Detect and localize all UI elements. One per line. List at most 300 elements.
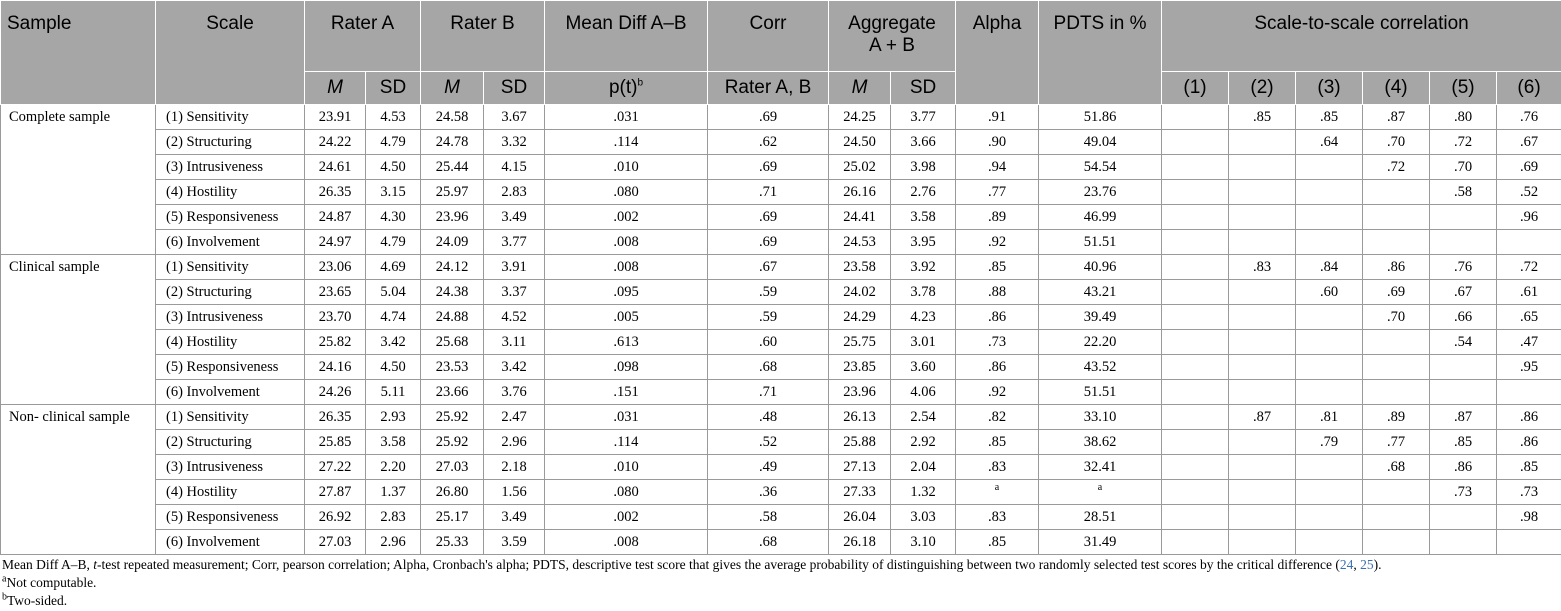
cell-rater-a-sd: 5.11: [366, 380, 421, 405]
cell-rater-b-sd: 3.59: [484, 530, 545, 555]
cell-corr-2: [1229, 330, 1296, 355]
header-p-t-footnote-mark: b: [637, 77, 644, 89]
cell-rater-b-sd: 1.56: [484, 480, 545, 505]
cell-rater-a-m: 23.70: [305, 305, 366, 330]
cell-rater-b-m: 24.12: [421, 255, 484, 280]
header-pdts: PDTS in %: [1039, 1, 1162, 105]
cell-corr-1: [1162, 305, 1229, 330]
cell-rater-a-m: 25.82: [305, 330, 366, 355]
cell-pdts: 49.04: [1039, 130, 1162, 155]
cell-corr-6: .95: [1497, 355, 1561, 380]
cell-aggregate-m: 27.33: [829, 480, 891, 505]
cell-aggregate-m: 24.29: [829, 305, 891, 330]
table-header: [1, 1, 1561, 105]
cell-rater-b-m: 25.97: [421, 180, 484, 205]
cell-rater-a-sd: 2.83: [366, 505, 421, 530]
cell-aggregate-m: 26.13: [829, 405, 891, 430]
table-body: [1, 105, 1561, 555]
cell-corr-5: [1430, 355, 1497, 380]
cell-rater-b-m: 23.66: [421, 380, 484, 405]
cell-rater-a-m: 26.35: [305, 180, 366, 205]
cell-rater-a-sd: 4.50: [366, 355, 421, 380]
cell-corr-ab: .71: [708, 380, 829, 405]
cell-alpha: .77: [956, 180, 1039, 205]
cell-corr-3: [1296, 480, 1363, 505]
cell-corr-5: .58: [1430, 180, 1497, 205]
cell-aggregate-sd: 3.77: [891, 105, 956, 130]
cell-corr-1: [1162, 480, 1229, 505]
cell-corr-3: [1296, 230, 1363, 255]
cell-corr-3: [1296, 355, 1363, 380]
cell-corr-1: [1162, 230, 1229, 255]
cell-corr-4: [1363, 180, 1430, 205]
table-notes: [2, 556, 1557, 610]
cell-scale: (2) Structuring: [156, 430, 305, 455]
sample-group-label: Clinical sample: [1, 255, 156, 405]
cell-aggregate-sd: 2.04: [891, 455, 956, 480]
cell-rater-a-m: 24.61: [305, 155, 366, 180]
reference-link[interactable]: 25: [1360, 557, 1374, 572]
cell-corr-6: .69: [1497, 155, 1561, 180]
cell-corr-4: [1363, 205, 1430, 230]
header-corr-col-3: (3): [1296, 72, 1363, 105]
cell-alpha: .86: [956, 355, 1039, 380]
header-aggregate-line1: Aggregate: [848, 13, 936, 34]
cell-scale: (5) Responsiveness: [156, 205, 305, 230]
cell-corr-1: [1162, 505, 1229, 530]
cell-corr-3: .85: [1296, 105, 1363, 130]
cell-rater-b-m: 23.53: [421, 355, 484, 380]
cell-rater-b-sd: 3.76: [484, 380, 545, 405]
cell-corr-4: [1363, 330, 1430, 355]
cell-rater-a-m: 24.26: [305, 380, 366, 405]
cell-rater-b-sd: 3.49: [484, 505, 545, 530]
cell-corr-2: [1229, 530, 1296, 555]
header-rater-a-sd: SD: [366, 72, 421, 105]
cell-corr-1: [1162, 380, 1229, 405]
cell-scale: (6) Involvement: [156, 230, 305, 255]
cell-pdts: 23.76: [1039, 180, 1162, 205]
cell-corr-2: .87: [1229, 405, 1296, 430]
cell-rater-a-m: 26.35: [305, 405, 366, 430]
cell-corr-2: [1229, 130, 1296, 155]
footnote-mark-a: a: [2, 573, 7, 585]
header-rater-a: Rater A: [305, 1, 421, 72]
cell-corr-4: [1363, 355, 1430, 380]
cell-aggregate-sd: 3.92: [891, 255, 956, 280]
cell-corr-5: .70: [1430, 155, 1497, 180]
cell-aggregate-sd: 2.92: [891, 430, 956, 455]
cell-corr-5: .87: [1430, 405, 1497, 430]
cell-rater-b-sd: 3.37: [484, 280, 545, 305]
cell-corr-6: .72: [1497, 255, 1561, 280]
cell-corr-4: [1363, 505, 1430, 530]
table-row: [1, 330, 1561, 355]
cell-scale: (1) Sensitivity: [156, 105, 305, 130]
cell-aggregate-sd: 4.23: [891, 305, 956, 330]
cell-pdts: 32.41: [1039, 455, 1162, 480]
cell-alpha: .85: [956, 530, 1039, 555]
header-aggregate-line2: A + B: [869, 35, 915, 56]
cell-corr-5: .85: [1430, 430, 1497, 455]
header-corr-col-1: (1): [1162, 72, 1229, 105]
cell-rater-b-sd: 3.77: [484, 230, 545, 255]
cell-rater-a-sd: 4.50: [366, 155, 421, 180]
footnote-mark-b: b: [2, 591, 7, 603]
cell-alpha: .85: [956, 430, 1039, 455]
cell-corr-5: [1430, 530, 1497, 555]
header-scale: Scale: [156, 1, 305, 105]
header-rater-a-m: M: [305, 72, 366, 105]
header-aggregate: [829, 1, 956, 72]
cell-rater-a-sd: 1.37: [366, 480, 421, 505]
cell-corr-5: .66: [1430, 305, 1497, 330]
table-row: [1, 355, 1561, 380]
cell-alpha: [956, 480, 1039, 505]
cell-corr-2: [1229, 455, 1296, 480]
table-row: [1, 230, 1561, 255]
cell-aggregate-sd: 3.10: [891, 530, 956, 555]
table-row: [1, 380, 1561, 405]
cell-corr-5: .80: [1430, 105, 1497, 130]
cell-corr-5: [1430, 230, 1497, 255]
cell-rater-a-m: 27.03: [305, 530, 366, 555]
cell-p-value: .080: [545, 180, 708, 205]
cell-pdts: 31.49: [1039, 530, 1162, 555]
cell-corr-4: .87: [1363, 105, 1430, 130]
cell-corr-4: .89: [1363, 405, 1430, 430]
cell-scale: (2) Structuring: [156, 280, 305, 305]
cell-corr-ab: .36: [708, 480, 829, 505]
cell-corr-3: .79: [1296, 430, 1363, 455]
cell-pdts: 38.62: [1039, 430, 1162, 455]
cell-alpha: .92: [956, 380, 1039, 405]
cell-scale: (1) Sensitivity: [156, 405, 305, 430]
cell-rater-a-sd: 3.15: [366, 180, 421, 205]
cell-alpha: .92: [956, 230, 1039, 255]
header-rater-ab: Rater A, B: [708, 72, 829, 105]
cell-rater-b-m: 24.38: [421, 280, 484, 305]
cell-corr-2: .83: [1229, 255, 1296, 280]
cell-pdts: 40.96: [1039, 255, 1162, 280]
cell-corr-6: [1497, 380, 1561, 405]
cell-rater-b-sd: 2.18: [484, 455, 545, 480]
cell-corr-5: .54: [1430, 330, 1497, 355]
cell-corr-6: .96: [1497, 205, 1561, 230]
cell-alpha: .73: [956, 330, 1039, 355]
cell-aggregate-m: 24.25: [829, 105, 891, 130]
cell-corr-1: [1162, 155, 1229, 180]
cell-corr-2: [1229, 380, 1296, 405]
cell-aggregate-m: 25.02: [829, 155, 891, 180]
cell-corr-ab: .69: [708, 230, 829, 255]
reference-link[interactable]: 24: [1339, 557, 1354, 572]
cell-p-value: .613: [545, 330, 708, 355]
cell-alpha: .91: [956, 105, 1039, 130]
cell-alpha: .88: [956, 280, 1039, 305]
cell-rater-a-m: 25.85: [305, 430, 366, 455]
cell-corr-ab: .58: [708, 505, 829, 530]
cell-corr-6: .47: [1497, 330, 1561, 355]
cell-corr-4: [1363, 480, 1430, 505]
sample-group-label: Non- clinical sample: [1, 405, 156, 555]
table-row: [1, 180, 1561, 205]
cell-p-value: .008: [545, 255, 708, 280]
cell-corr-3: [1296, 505, 1363, 530]
table-row: [1, 130, 1561, 155]
cell-corr-ab: .71: [708, 180, 829, 205]
cell-aggregate-m: 24.53: [829, 230, 891, 255]
header-p-t-text: p(t): [608, 77, 638, 98]
cell-scale: (3) Intrusiveness: [156, 155, 305, 180]
cell-corr-ab: .69: [708, 155, 829, 180]
cell-aggregate-m: 26.16: [829, 180, 891, 205]
cell-corr-6: .61: [1497, 280, 1561, 305]
header-p-t: [545, 72, 708, 105]
cell-corr-3: .84: [1296, 255, 1363, 280]
cell-corr-1: [1162, 130, 1229, 155]
cell-corr-1: [1162, 405, 1229, 430]
cell-p-value: .151: [545, 380, 708, 405]
cell-corr-5: .73: [1430, 480, 1497, 505]
cell-rater-b-m: 26.80: [421, 480, 484, 505]
cell-corr-ab: .48: [708, 405, 829, 430]
header-corr-col-6: (6): [1497, 72, 1561, 105]
cell-p-value: .095: [545, 280, 708, 305]
header-corr: Corr: [708, 1, 829, 72]
cell-rater-b-sd: 2.47: [484, 405, 545, 430]
cell-corr-4: [1363, 380, 1430, 405]
cell-rater-a-sd: 3.58: [366, 430, 421, 455]
cell-corr-2: [1229, 230, 1296, 255]
cell-corr-4: .86: [1363, 255, 1430, 280]
cell-rater-a-m: 23.91: [305, 105, 366, 130]
cell-rater-a-sd: 4.69: [366, 255, 421, 280]
cell-aggregate-sd: 1.32: [891, 480, 956, 505]
cell-rater-b-m: 25.44: [421, 155, 484, 180]
cell-pdts: 28.51: [1039, 505, 1162, 530]
cell-aggregate-sd: 3.60: [891, 355, 956, 380]
cell-aggregate-m: 27.13: [829, 455, 891, 480]
cell-aggregate-sd: 2.76: [891, 180, 956, 205]
cell-alpha: .85: [956, 255, 1039, 280]
cell-rater-b-m: 24.58: [421, 105, 484, 130]
cell-rater-a-m: 24.87: [305, 205, 366, 230]
footnote-mark-a: a: [1097, 481, 1103, 493]
cell-alpha: .83: [956, 455, 1039, 480]
header-sample: Sample: [1, 1, 156, 105]
cell-rater-b-sd: 4.52: [484, 305, 545, 330]
cell-corr-1: [1162, 205, 1229, 230]
table-row: [1, 430, 1561, 455]
cell-rater-a-sd: 3.42: [366, 330, 421, 355]
cell-corr-3: .81: [1296, 405, 1363, 430]
cell-rater-b-m: 25.17: [421, 505, 484, 530]
cell-corr-ab: .62: [708, 130, 829, 155]
cell-aggregate-m: 24.41: [829, 205, 891, 230]
cell-corr-1: [1162, 280, 1229, 305]
cell-rater-b-m: 25.33: [421, 530, 484, 555]
cell-aggregate-sd: 3.95: [891, 230, 956, 255]
cell-rater-b-m: 25.68: [421, 330, 484, 355]
cell-scale: (5) Responsiveness: [156, 355, 305, 380]
cell-corr-6: .85: [1497, 455, 1561, 480]
table-row: [1, 205, 1561, 230]
table-row: [1, 530, 1561, 555]
header-corr-col-5: (5): [1430, 72, 1497, 105]
cell-corr-2: [1229, 430, 1296, 455]
cell-p-value: .031: [545, 405, 708, 430]
cell-p-value: .114: [545, 130, 708, 155]
cell-rater-b-m: 25.92: [421, 405, 484, 430]
cell-corr-3: [1296, 455, 1363, 480]
cell-alpha: .94: [956, 155, 1039, 180]
cell-corr-2: .85: [1229, 105, 1296, 130]
note-abbreviations: Mean Diff A–B, t-test repeated measurement; Corr, pearson correlation; Alpha, Cronbach's alpha; PDTS, descriptive test score that gives the average probability of distinguishing between two randomly selected test scores by the critical difference (24, 25).: [2, 557, 1382, 572]
cell-rater-a-sd: 5.04: [366, 280, 421, 305]
cell-aggregate-sd: 2.54: [891, 405, 956, 430]
cell-corr-ab: .49: [708, 455, 829, 480]
cell-aggregate-sd: 3.01: [891, 330, 956, 355]
cell-corr-5: [1430, 205, 1497, 230]
cell-pdts: 51.51: [1039, 380, 1162, 405]
cell-corr-4: .70: [1363, 305, 1430, 330]
cell-corr-1: [1162, 255, 1229, 280]
cell-alpha: .90: [956, 130, 1039, 155]
cell-corr-ab: .69: [708, 105, 829, 130]
cell-aggregate-sd: 3.66: [891, 130, 956, 155]
header-aggregate-m: M: [829, 72, 891, 105]
cell-aggregate-m: 25.88: [829, 430, 891, 455]
cell-rater-a-m: 24.22: [305, 130, 366, 155]
table-row: [1, 155, 1561, 180]
table-row: [1, 105, 1561, 130]
cell-rater-a-m: 23.65: [305, 280, 366, 305]
cell-rater-a-sd: 2.96: [366, 530, 421, 555]
cell-corr-5: .86: [1430, 455, 1497, 480]
cell-corr-3: [1296, 305, 1363, 330]
cell-scale: (3) Intrusiveness: [156, 305, 305, 330]
cell-pdts: 51.51: [1039, 230, 1162, 255]
header-rater-b: Rater B: [421, 1, 545, 72]
note-a: $^a$Not computable.: [2, 573, 97, 590]
cell-scale: (6) Involvement: [156, 380, 305, 405]
cell-p-value: .008: [545, 530, 708, 555]
cell-corr-ab: .59: [708, 305, 829, 330]
cell-corr-2: [1229, 480, 1296, 505]
cell-corr-3: [1296, 330, 1363, 355]
cell-rater-b-sd: 3.42: [484, 355, 545, 380]
cell-aggregate-sd: 3.78: [891, 280, 956, 305]
cell-aggregate-m: 24.02: [829, 280, 891, 305]
cell-corr-5: .67: [1430, 280, 1497, 305]
cell-p-value: .114: [545, 430, 708, 455]
header-scale-to-scale: Scale-to-scale correlation: [1162, 1, 1561, 72]
cell-corr-ab: .68: [708, 355, 829, 380]
cell-corr-3: .64: [1296, 130, 1363, 155]
cell-rater-a-m: 27.22: [305, 455, 366, 480]
table-row: [1, 455, 1561, 480]
cell-rater-b-m: 23.96: [421, 205, 484, 230]
cell-p-value: .008: [545, 230, 708, 255]
cell-rater-b-m: 24.88: [421, 305, 484, 330]
cell-scale: (4) Hostility: [156, 330, 305, 355]
cell-rater-b-sd: 2.83: [484, 180, 545, 205]
cell-corr-2: [1229, 155, 1296, 180]
cell-aggregate-m: 23.58: [829, 255, 891, 280]
header-rater-b-sd: SD: [484, 72, 545, 105]
table-row: [1, 280, 1561, 305]
cell-pdts: [1039, 480, 1162, 505]
cell-rater-b-m: 24.78: [421, 130, 484, 155]
cell-corr-4: .68: [1363, 455, 1430, 480]
cell-rater-a-sd: 4.79: [366, 130, 421, 155]
cell-p-value: .031: [545, 105, 708, 130]
cell-corr-1: [1162, 430, 1229, 455]
cell-pdts: 39.49: [1039, 305, 1162, 330]
cell-corr-1: [1162, 455, 1229, 480]
table-row: [1, 405, 1561, 430]
cell-corr-ab: .59: [708, 280, 829, 305]
cell-corr-3: [1296, 380, 1363, 405]
cell-rater-a-sd: 2.93: [366, 405, 421, 430]
cell-rater-a-m: 24.97: [305, 230, 366, 255]
cell-rater-a-m: 27.87: [305, 480, 366, 505]
header-mean-diff: Mean Diff A–B: [545, 1, 708, 72]
cell-corr-3: [1296, 530, 1363, 555]
cell-p-value: .010: [545, 155, 708, 180]
cell-pdts: 54.54: [1039, 155, 1162, 180]
cell-corr-2: [1229, 505, 1296, 530]
cell-corr-2: [1229, 205, 1296, 230]
cell-corr-6: .86: [1497, 405, 1561, 430]
cell-corr-2: [1229, 355, 1296, 380]
cell-rater-b-m: 25.92: [421, 430, 484, 455]
cell-corr-ab: .67: [708, 255, 829, 280]
cell-aggregate-sd: 3.03: [891, 505, 956, 530]
cell-rater-b-sd: 3.91: [484, 255, 545, 280]
cell-alpha: .82: [956, 405, 1039, 430]
cell-p-value: .010: [545, 455, 708, 480]
cell-alpha: .86: [956, 305, 1039, 330]
sample-group-label: Complete sample: [1, 105, 156, 255]
cell-aggregate-m: 23.85: [829, 355, 891, 380]
cell-corr-3: [1296, 180, 1363, 205]
cell-corr-6: [1497, 530, 1561, 555]
cell-corr-6: .65: [1497, 305, 1561, 330]
cell-alpha: .89: [956, 205, 1039, 230]
cell-corr-ab: .60: [708, 330, 829, 355]
cell-corr-ab: .69: [708, 205, 829, 230]
cell-corr-3: .60: [1296, 280, 1363, 305]
cell-corr-1: [1162, 180, 1229, 205]
header-rater-b-m: M: [421, 72, 484, 105]
footnote-mark-a: a: [994, 481, 1000, 493]
cell-scale: (3) Intrusiveness: [156, 455, 305, 480]
cell-corr-6: .52: [1497, 180, 1561, 205]
cell-aggregate-m: 24.50: [829, 130, 891, 155]
cell-p-value: .080: [545, 480, 708, 505]
cell-rater-b-m: 24.09: [421, 230, 484, 255]
cell-corr-1: [1162, 355, 1229, 380]
cell-alpha: .83: [956, 505, 1039, 530]
table-row: [1, 255, 1561, 280]
cell-corr-6: .73: [1497, 480, 1561, 505]
cell-aggregate-m: 23.96: [829, 380, 891, 405]
table-row: [1, 480, 1561, 505]
cell-rater-a-m: 26.92: [305, 505, 366, 530]
cell-aggregate-m: 26.04: [829, 505, 891, 530]
